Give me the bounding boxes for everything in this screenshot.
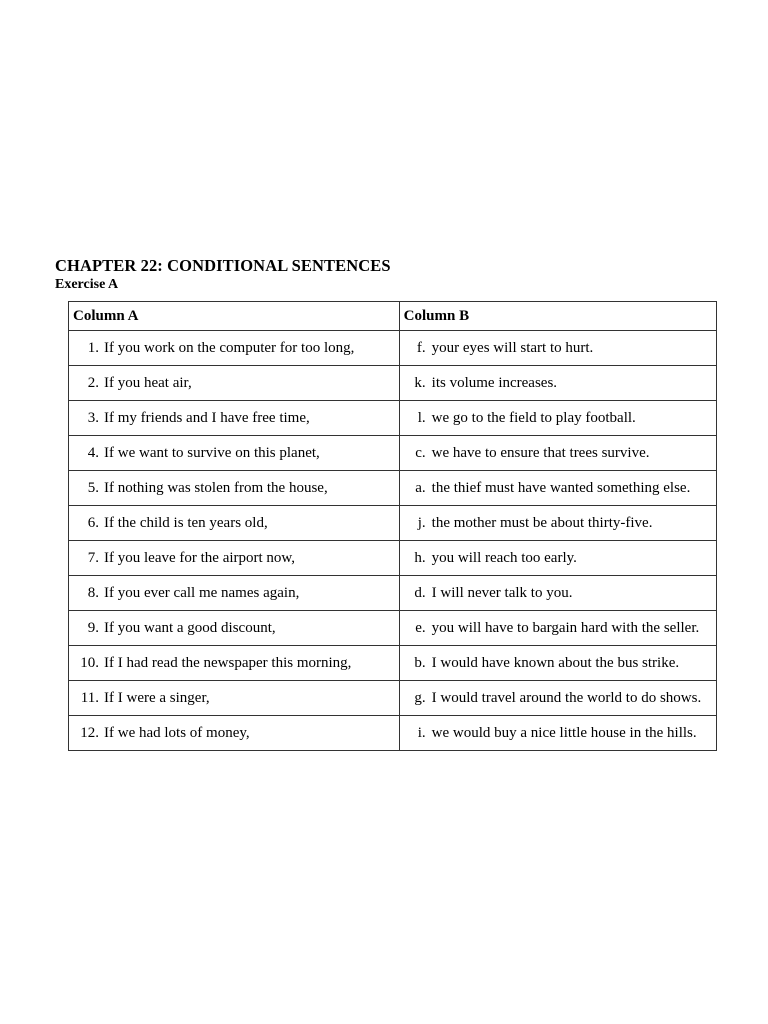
condition-clause: If we had lots of money,: [104, 724, 250, 741]
column-b-cell: [399, 681, 716, 716]
table-row: [69, 541, 717, 576]
condition-clause: If you work on the computer for too long,: [104, 339, 355, 356]
result-clause: we have to ensure that trees survive.: [431, 444, 650, 461]
row-number: 7.: [87, 549, 99, 566]
matching-table: [68, 301, 717, 751]
row-number: 10.: [80, 654, 99, 671]
column-a-cell: [69, 646, 400, 681]
condition-clause: If my friends and I have free time,: [104, 409, 310, 426]
column-b-cell: [399, 331, 716, 366]
condition-clause: If you heat air,: [104, 374, 192, 391]
chapter-title: CHAPTER 22: CONDITIONAL SENTENCES: [55, 256, 391, 275]
result-clause: I will never talk to you.: [431, 584, 573, 601]
row-letter: a.: [415, 479, 426, 496]
row-letter: i.: [417, 724, 426, 741]
condition-clause: If the child is ten years old,: [104, 514, 268, 531]
exercise-label: Exercise A: [55, 277, 119, 292]
result-clause: you will have to bargain hard with the seller.: [431, 619, 700, 636]
column-b-cell: [399, 506, 716, 541]
row-number: 1.: [87, 339, 99, 356]
row-number: 8.: [87, 584, 99, 601]
column-b-cell: [399, 471, 716, 506]
condition-clause: If I were a singer,: [104, 689, 210, 706]
row-letter: j.: [417, 514, 426, 531]
result-clause: I would have known about the bus strike.: [431, 654, 680, 671]
column-a-header: Column A: [69, 302, 400, 331]
table-row: [69, 436, 717, 471]
row-letter: b.: [414, 654, 426, 671]
table-row: [69, 331, 717, 366]
table-body: [69, 331, 717, 751]
condition-clause: If I had read the newspaper this morning,: [104, 654, 352, 671]
row-number: 3.: [87, 409, 99, 426]
row-letter: d.: [414, 584, 426, 601]
table-row: [69, 716, 717, 751]
column-a-cell: [69, 611, 400, 646]
table-row: [69, 471, 717, 506]
table-row: [69, 506, 717, 541]
result-clause: your eyes will start to hurt.: [431, 339, 594, 356]
condition-clause: If nothing was stolen from the house,: [104, 479, 328, 496]
column-b-cell: [399, 401, 716, 436]
column-a-cell: [69, 471, 400, 506]
column-a-cell: [69, 436, 400, 471]
column-a-cell: [69, 331, 400, 366]
row-letter: k.: [414, 374, 426, 391]
column-a-cell: [69, 366, 400, 401]
row-letter: h.: [414, 549, 426, 566]
row-number: 9.: [87, 619, 99, 636]
table-row: [69, 611, 717, 646]
row-number: 12.: [80, 724, 99, 741]
table-row: [69, 576, 717, 611]
column-a-cell: [69, 716, 400, 751]
column-b-cell: [399, 576, 716, 611]
column-a-cell: [69, 401, 400, 436]
row-letter: g.: [414, 689, 426, 706]
table-row: [69, 401, 717, 436]
column-b-cell: [399, 541, 716, 576]
document-page: [55, 256, 725, 741]
table-row: [69, 646, 717, 681]
row-number: 5.: [87, 479, 99, 496]
table-header-row: [69, 302, 717, 331]
condition-clause: If you want a good discount,: [104, 619, 276, 636]
result-clause: its volume increases.: [431, 374, 558, 391]
result-clause: the mother must be about thirty-five.: [431, 514, 653, 531]
condition-clause: If you leave for the airport now,: [104, 549, 296, 566]
column-a-cell: [69, 681, 400, 716]
column-b-cell: [399, 436, 716, 471]
column-a-cell: [69, 541, 400, 576]
row-number: 4.: [87, 444, 99, 461]
row-letter: l.: [417, 409, 426, 426]
result-clause: the thief must have wanted something else.: [431, 479, 691, 496]
row-number: 11.: [80, 689, 99, 706]
result-clause: we would buy a nice little house in the hills.: [431, 724, 697, 741]
row-number: 2.: [87, 374, 99, 391]
column-b-cell: [399, 646, 716, 681]
column-b-cell: [399, 716, 716, 751]
condition-clause: If we want to survive on this planet,: [104, 444, 320, 461]
condition-clause: If you ever call me names again,: [104, 584, 300, 601]
row-letter: e.: [415, 619, 426, 636]
result-clause: I would travel around the world to do shows.: [431, 689, 702, 706]
row-letter: c.: [415, 444, 426, 461]
column-b-cell: [399, 611, 716, 646]
column-b-cell: [399, 366, 716, 401]
column-b-header: Column B: [399, 302, 716, 331]
column-a-cell: [69, 506, 400, 541]
table-row: [69, 681, 717, 716]
result-clause: we go to the field to play football.: [431, 409, 636, 426]
column-a-cell: [69, 576, 400, 611]
result-clause: you will reach too early.: [431, 549, 577, 566]
row-letter: f.: [416, 339, 426, 356]
table-row: [69, 366, 717, 401]
row-number: 6.: [87, 514, 99, 531]
